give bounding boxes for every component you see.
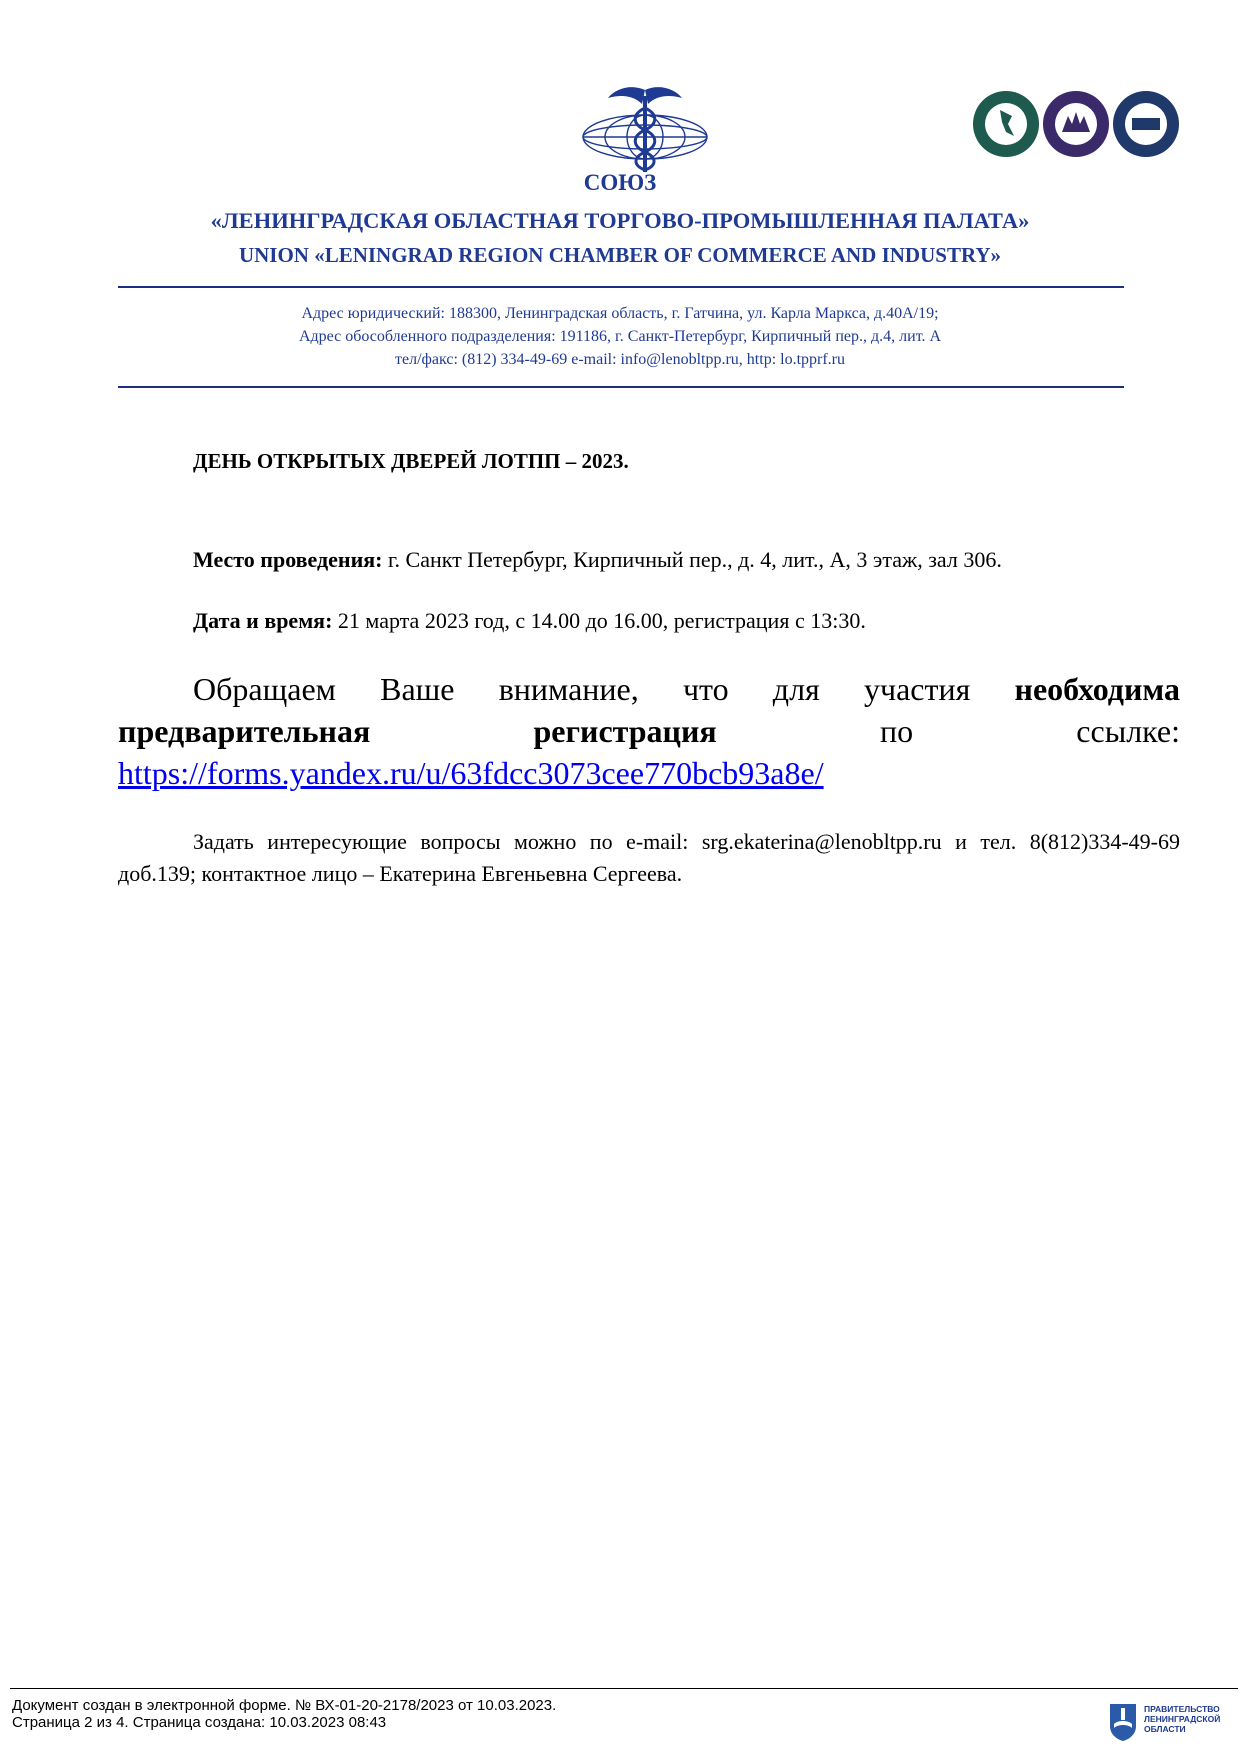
certification-badges-icon (972, 88, 1180, 160)
contact-paragraph: Задать интересующие вопросы можно по e-mail: srg.ekaterina@lenobltpp.ru и тел. 8(812)334-49-69 доб.139; контактное лицо – Екатерина Евгеньевна Сергеева. (118, 829, 1180, 886)
government-logo-text: ПРАВИТЕЛЬСТВО ЛЕНИНГРАДСКОЙ ОБЛАСТИ (1144, 1704, 1221, 1734)
datetime-paragraph (118, 605, 1180, 637)
venue-paragraph (118, 544, 1180, 576)
org-name-en: UNION «LENINGRAD REGION CHAMBER OF COMMERCE AND INDUSTRY» (238, 243, 1002, 267)
footer-doc-info: Документ создан в электронной форме. № ВХ-01-20-2178/2023 от 10.03.2023. (12, 1697, 557, 1714)
registration-link[interactable]: https://forms.yandex.ru/u/63fdcc3073cee770bcb93a8e/ (118, 755, 824, 791)
notice-tail: по ссылке: (716, 713, 1181, 749)
address-legal: Адрес юридический: 188300, Ленинградская область, г. Гатчина, ул. Карла Маркса, д.40А/19; (301, 305, 939, 322)
notice-bold: необходима предварительная регистрация (118, 671, 1180, 749)
chamber-logo-icon (572, 82, 718, 174)
registration-notice (118, 668, 1180, 794)
notice-text: Обращаем Ваше внимание, что для участия (193, 671, 1015, 707)
header-divider-top (118, 286, 1124, 288)
header-divider-bottom (118, 386, 1124, 388)
footer-page-info: Страница 2 из 4. Страница создана: 10.03.2023 08:43 (12, 1714, 387, 1731)
leningrad-government-emblem-icon (1108, 1702, 1138, 1742)
datetime-label: Дата и время: (193, 608, 333, 633)
address-branch: Адрес обособленного подразделения: 191186, г. Санкт-Петербург, Кирпичный пер., д.4, лит. А (298, 328, 942, 345)
org-name-ru: «ЛЕНИНГРАДСКАЯ ОБЛАСТНАЯ ТОРГОВО-ПРОМЫШЛЕННАЯ ПАЛАТА» (210, 208, 1030, 233)
venue-label: Место проведения: (193, 547, 383, 572)
contacts-line: тел/факс: (812) 334-49-69 e-mail: info@lenobltpp.ru, http: lo.tpprf.ru (394, 351, 846, 368)
footer-divider (10, 1688, 1238, 1689)
venue-text: г. Санкт Петербург, Кирпичный пер., д. 4, лит., А, 3 этаж, зал 306. (382, 547, 1002, 572)
datetime-text: 21 марта 2023 год, с 14.00 до 16.00, регистрация с 13:30. (332, 608, 866, 633)
document-title: ДЕНЬ ОТКРЫТЫХ ДВЕРЕЙ ЛОТПП – 2023. (193, 449, 629, 473)
org-union-heading: СОЮЗ (583, 170, 657, 195)
